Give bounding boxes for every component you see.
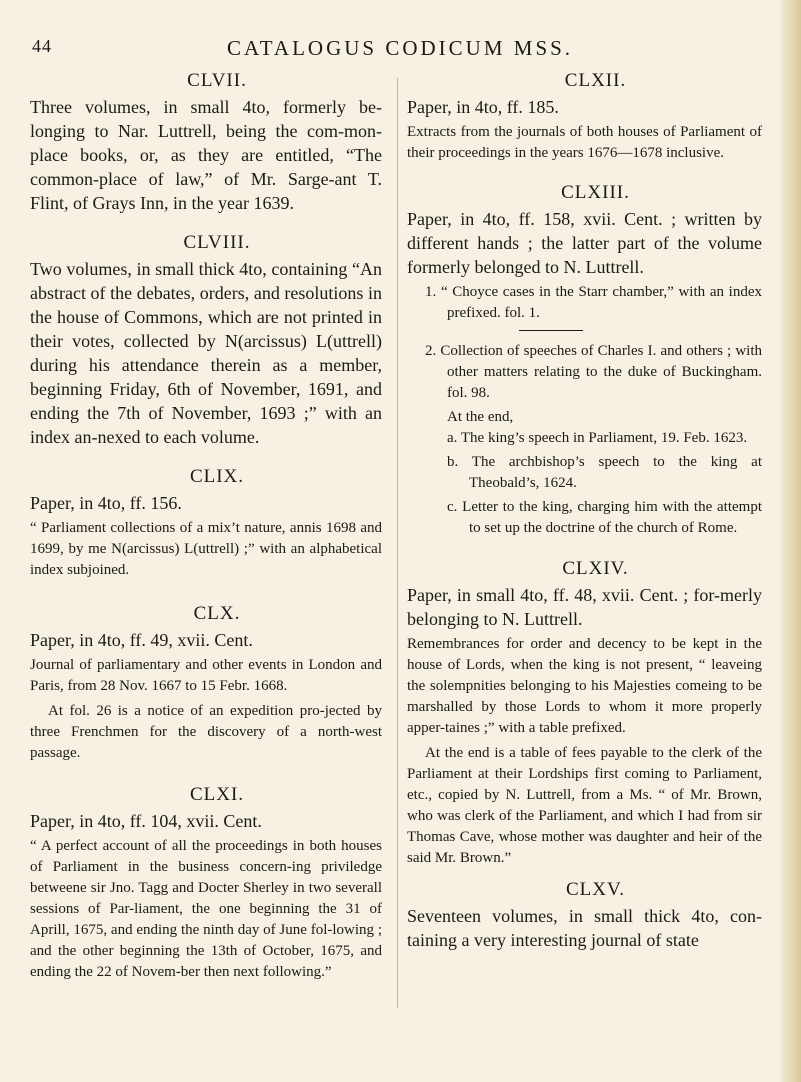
entry-contents: Journal of parliamentary and other events in London and Paris, from 28 Nov. 1667 to 15 Febr. 1668. xyxy=(30,657,382,694)
entry-clvii xyxy=(30,70,382,215)
entry-number: CLXV. xyxy=(565,879,626,900)
entry-number: CLVIII. xyxy=(183,232,251,253)
entry-item-2: 2. Collection of speeches of Charles I. and others ; with other matters relating to the duke of Buckingham. fol. 98. xyxy=(425,343,762,401)
entry-clxi xyxy=(30,784,382,983)
entry-item-1: 1. “ Choyce cases in the Starr chamber,” with an index prefixed. fol. 1. xyxy=(425,284,762,321)
entry-number: CLVII. xyxy=(187,70,247,91)
entry-clxiv xyxy=(407,558,762,869)
entry-heading: Paper, in 4to, ff. 49, xvii. Cent. xyxy=(30,630,253,650)
entry-number: CLIX. xyxy=(189,466,245,487)
entry-subitem-c: c. Letter to the king, charging him with the attempt to set up the doctrine of the church of Rome. xyxy=(447,499,762,536)
entry-clviii xyxy=(30,232,382,449)
entry-subitem-b: b. The archbishop’s speech to the king at Theobald’s, 1624. xyxy=(447,454,762,491)
entry-clxii xyxy=(407,70,762,164)
entry-heading: Paper, in 4to, ff. 156. xyxy=(30,493,182,513)
entry-description: Three volumes, in small 4to, formerly be-longing to Nar. Luttrell, being the com-mon-place books, or, as they are entitled, “The common-place of law,” of Mr. Sarge-ant T. Flint, of Grays Inn, in the year 1639. xyxy=(30,97,382,213)
entry-clxiii xyxy=(407,182,762,539)
entry-clx xyxy=(30,603,382,764)
entry-contents: Remembrances for order and decency to be kept in the house of Lords, when the king is not present, “ leaveing the solempnities belonging to his Majesties comeing to be marshalled by those Lords to whom it more properly apper-taines ;” with a table prefixed. xyxy=(407,636,762,736)
page-edge xyxy=(781,0,801,1082)
entry-contents: “ Parliament collections of a mix’t nature, annis 1698 and 1699, by me N(arcissus) L(uttrell) ;” with an alphabetical index subjoined. xyxy=(30,520,382,578)
entry-contents: Extracts from the journals of both houses of Parliament of their proceedings in the years 1676—1678 inclusive. xyxy=(407,124,762,161)
right-column xyxy=(407,70,762,955)
entry-contents: “ A perfect account of all the proceedings in both houses of Parliament in the business concern-ing priviledge betweene sir Jno. Tagg and Docter Sherley in two severall sessions of Par-liament, the one beginning the 31 of Aprill, 1675, and ending the ninth day of June fol-lowing ; and the other beginning the 13th of October, 1675, and ending the 22 of Novem-ber then next following.” xyxy=(30,838,382,980)
entry-description: Seventeen volumes, in small thick 4to, con-taining a very interesting journal of state xyxy=(407,906,762,950)
entry-number: CLXIV. xyxy=(562,558,629,579)
entry-note: At the end is a table of fees payable to the clerk of the Parliament at their Lordships first coming to Parliament, etc., copied by N. Luttrell, from a Ms. “ of Mr. Brown, who was clerk of the Parliament, and which I had from sir Thomas Cave, whose mother was daughter and heir of the said Mr. Brown.” xyxy=(407,745,762,866)
entry-clix xyxy=(30,466,382,581)
separator-rule xyxy=(519,330,583,331)
at-the-end-label: At the end, xyxy=(447,409,514,425)
page-number: 44 xyxy=(32,36,52,56)
running-title: CATALOGUS CODICUM MSS. xyxy=(226,36,574,60)
entry-heading: Paper, in 4to, ff. 104, xvii. Cent. xyxy=(30,811,262,831)
column-divider xyxy=(397,78,398,1008)
entry-heading: Paper, in small 4to, ff. 48, xvii. Cent. ; for-merly belonging to N. Luttrell. xyxy=(407,585,762,629)
page-header xyxy=(30,36,760,66)
entry-number: CLXII. xyxy=(564,70,627,91)
entry-clxv xyxy=(407,879,762,952)
entry-number: CLXI. xyxy=(189,784,245,805)
entry-subitem-a: a. The king’s speech in Parliament, 19. Feb. 1623. xyxy=(447,430,748,446)
left-column xyxy=(30,70,382,983)
entry-number: CLXIII. xyxy=(561,182,630,203)
entry-number: CLX. xyxy=(193,603,241,624)
entry-note: At fol. 26 is a notice of an expedition pro-jected by three Frenchmen for the discovery of a north-west passage. xyxy=(30,703,382,761)
entry-heading: Paper, in 4to, ff. 185. xyxy=(407,97,559,117)
entry-description: Two volumes, in small thick 4to, containing “An abstract of the debates, orders, and resolutions in the house of Commons, which are not printed in their votes, collected by N(arcissus) L(uttrell) during his attendance therein as a member, beginning Friday, 6th of November, 1691, and ending the 7th of November, 1693 ;” with an index an-nexed to each volume. xyxy=(30,259,382,447)
entry-heading: Paper, in 4to, ff. 158, xvii. Cent. ; written by different hands ; the latter part of the volume formerly belonged to N. Luttrell. xyxy=(407,209,762,277)
